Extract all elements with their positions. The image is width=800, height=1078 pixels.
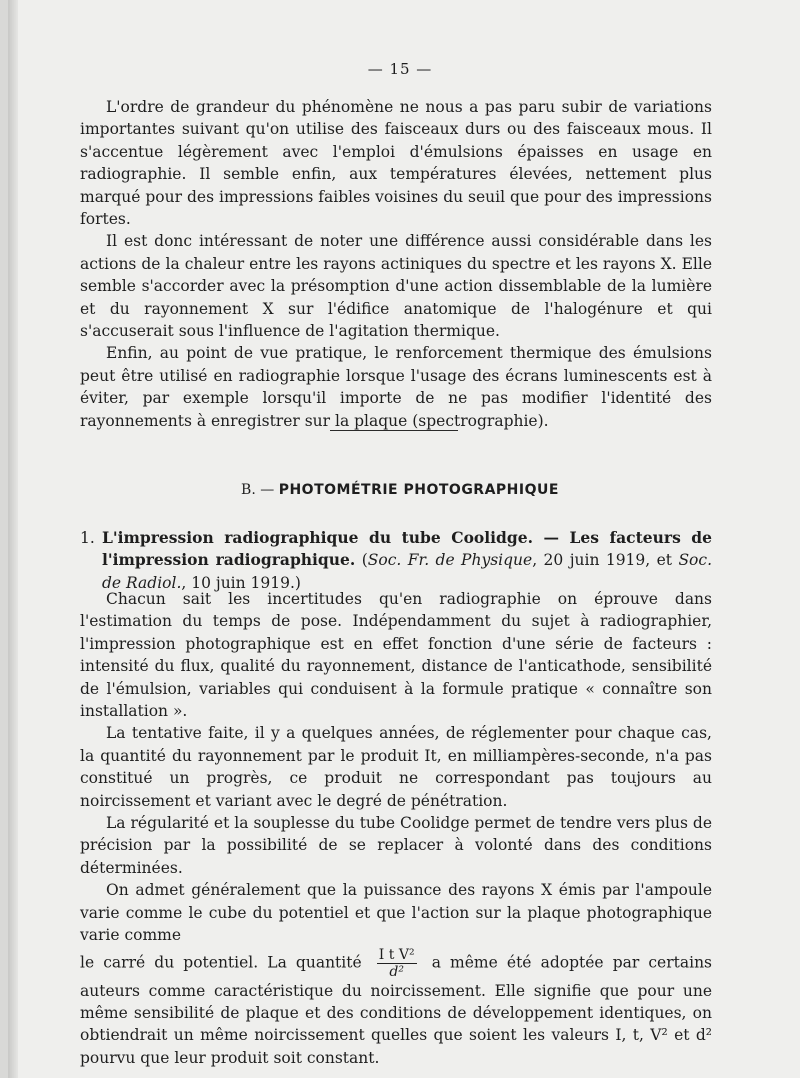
fraction-numerator: I t V² — [378, 946, 415, 963]
entry-ref1: Soc. Fr. de Physique — [367, 551, 533, 570]
publication-entry — [80, 527, 712, 594]
paragraph: Il est donc intéressant de noter une différence aussi considérable dans les actions de la chaleur entre les rayons actiniques du spectre et les rayons X. Elle semble s'accorder avec la présomption d'une action dissemblable de la lumière et du rayonnement X sur l'édifice anatomique de l'halogénure et qui s'accuserait sous l'influence de l'agitation thermique. — [80, 232, 712, 341]
paragraph: On admet généralement que la puissance des rayons X émis par l'ampoule varie comme le cube du potentiel et que l'action sur la plaque photographique varie comme — [80, 881, 712, 945]
entry-title: L'impression radiographique du tube Coolidge. — Les facteurs de l'impression radiographique. — [102, 528, 712, 570]
entry-ref1-date: , 20 juin 1919, et — [532, 551, 679, 570]
intro-text — [80, 96, 712, 432]
entry-number: 1. — [80, 529, 95, 547]
entry-ref2: Soc. de Radiol. — [102, 551, 712, 592]
paragraph: Chacun sait les incertitudes qu'en radiographie on éprouve dans l'estimation du temps de pose. Indépendamment du sujet à radiographier, l'impression photographique est en effet fonction d'une série de facteurs : intensité du flux, qualité du rayonnement, distance de l'anticathode, sensibilité de l'émulsion, variables qui conduisent à la formule pratique « connaître son installation ». — [80, 590, 712, 721]
paragraph: La tentative faite, il y a quelques années, de réglementer pour chaque cas, la quantité du rayonnement par le produit It, en milliampères-seconde, n'a pas constitué un progrès, ce produit ne correspondant pas toujours au noircissement et variant avec le degré de pénétration. — [80, 724, 712, 810]
section-label: PHOTOMÉTRIE PHOTOGRAPHIQUE — [278, 482, 559, 498]
paragraph: La régularité et la souplesse du tube Coolidge permet de tendre vers plus de précision par la possibilité de se replacer à volonté dans des conditions déterminées. — [80, 814, 712, 877]
paragraph: L'ordre de grandeur du phénomène ne nous a pas paru subir de variations importantes suivant qu'on utilise des faisceaux durs ou des faisceaux mous. Il s'accentue légèrement avec l'emploi d'émulsions épaisses en usage en radiographie. Il semble enfin, aux températures élevées, nettement plus marqué pour des impressions faibles voisines du seuil que pour des impressions fortes. — [80, 98, 712, 229]
page-edge-shadow — [8, 0, 18, 1078]
entry-ref2-date: , 10 juin 1919.) — [181, 573, 301, 592]
formula-paragraph — [80, 947, 712, 1070]
fraction-denominator: d² — [389, 963, 404, 980]
section-divider — [330, 430, 458, 431]
section-prefix: B. — — [241, 482, 279, 498]
page-number: — 15 — — [367, 60, 433, 78]
section-heading — [0, 482, 800, 498]
body-text — [80, 588, 712, 1069]
paragraph: Enfin, au point de vue pratique, le renforcement thermique des émulsions peut être utilisé en radiographie lorsque l'usage des écrans luminescents est à éviter, par exemple lorsqu'il importe de ne pas modifier l'identité des rayonnements à enregistrer sur la plaque (spectrographie). — [80, 344, 712, 430]
formula-after: a même été adoptée par certains auteurs comme caractéristique du noircissement. Elle signifie que pour une même sensibilité de plaque et des conditions de développement identiques, on obtiendrait un même noircissement quelles que soient les valeurs I, t, V² et d² pourvu que leur produit soit constant. — [80, 953, 713, 1067]
fraction — [377, 947, 417, 980]
entry-ref-open: ( — [355, 551, 368, 570]
formula-before: le carré du potentiel. La quantité — [80, 953, 362, 971]
